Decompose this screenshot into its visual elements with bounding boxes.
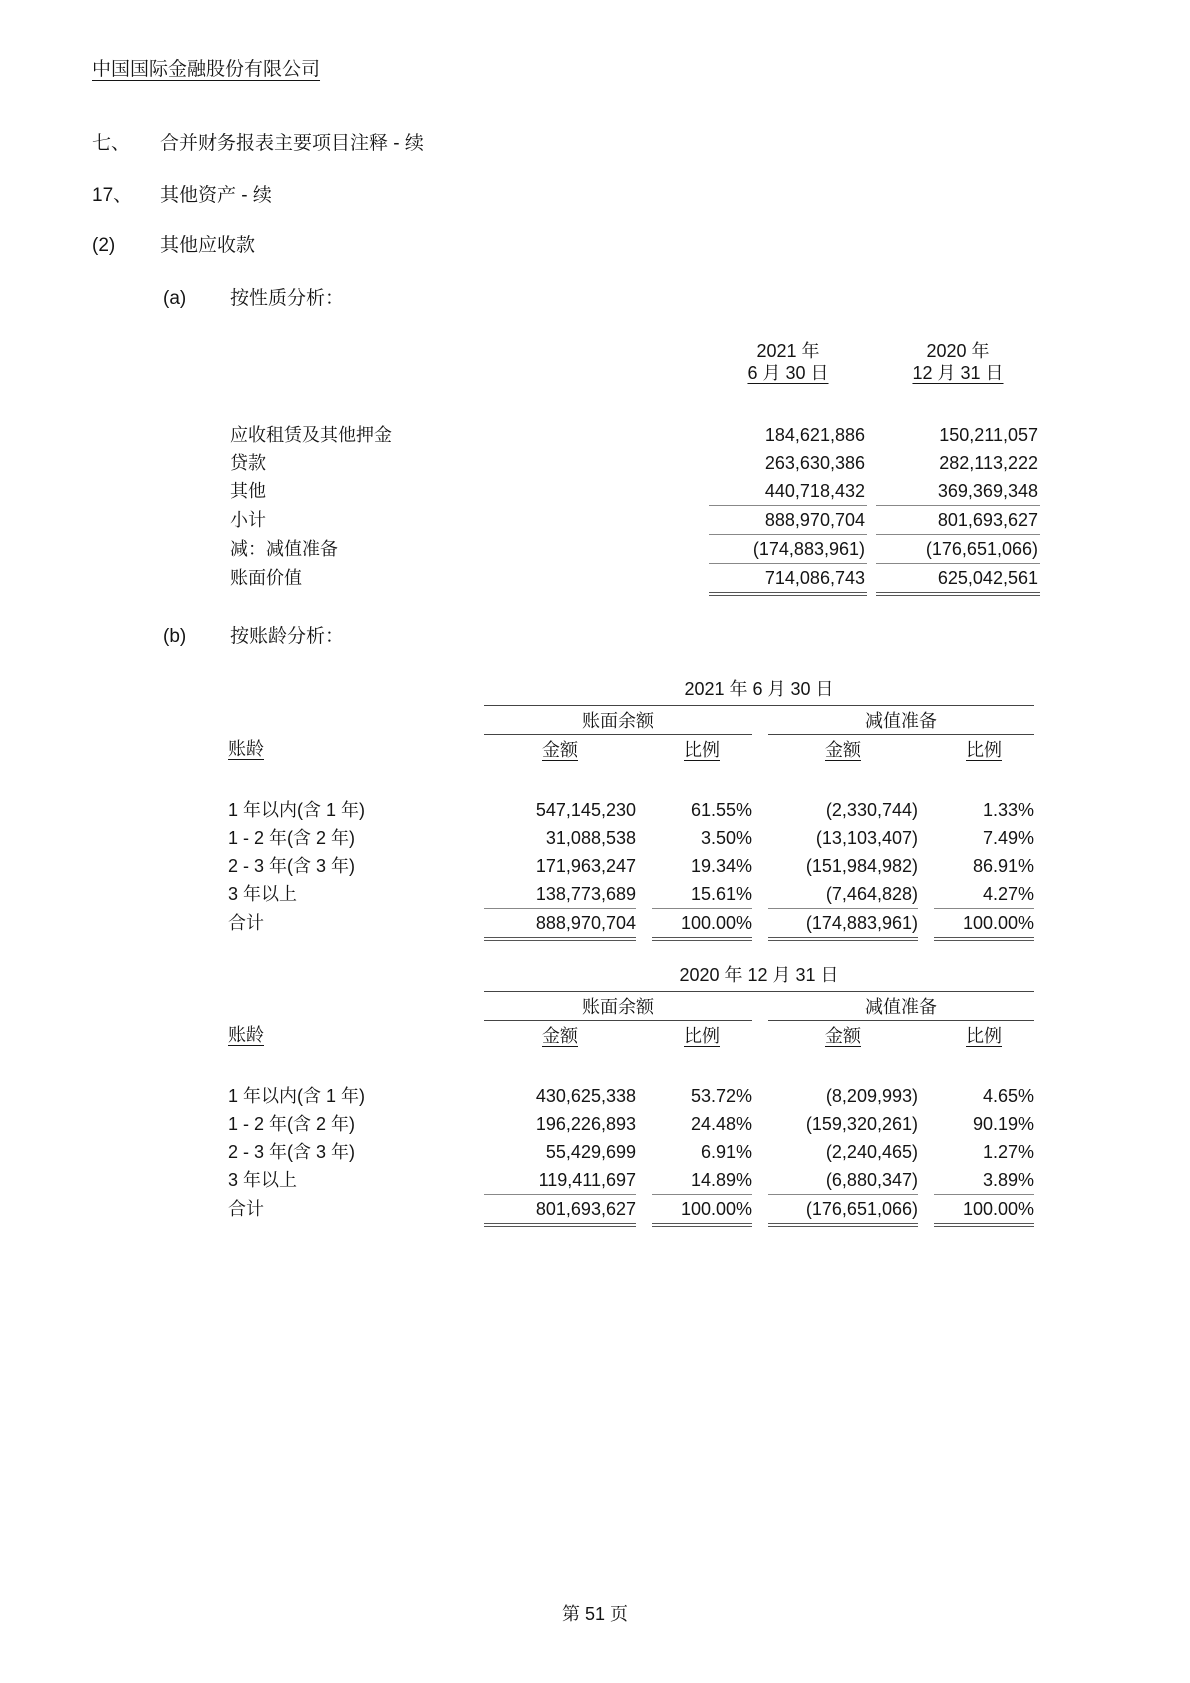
provision-ratio: 1.27% — [982, 1142, 1034, 1162]
balance-amount: 119,411,697 — [484, 1166, 636, 1195]
provision-amount-total: (174,883,961) — [768, 909, 918, 941]
aging-2021-group-provision: 减值准备 — [768, 706, 1034, 735]
aging-2020-corner — [228, 961, 468, 992]
balance-amount: 138,773,689 — [484, 880, 636, 909]
cell-2021: 440,718,432 — [709, 477, 867, 506]
part-a-heading — [163, 287, 1190, 311]
cell-2020: 150,211,057 — [939, 425, 1038, 445]
provision-ratio: 86.91% — [972, 856, 1034, 876]
age-label: 1 - 2 年(含 2 年) — [228, 1114, 356, 1134]
age-label: 3 年以上 — [228, 884, 298, 904]
cell-2020-provision: (176,651,066) — [876, 535, 1040, 564]
cell-2021-carrying-value: 714,086,743 — [709, 564, 867, 596]
part-b-title: 按账龄分析： — [230, 626, 345, 647]
row-label-provision: 减：减值准备 — [230, 539, 338, 559]
item-title: 其他资产 - 续 — [160, 185, 272, 206]
row-label: 贷款 — [230, 453, 266, 473]
part-a-title: 按性质分析： — [230, 288, 345, 309]
sub-title: 其他应收款 — [160, 235, 256, 256]
age-label: 2 - 3 年(含 3 年) — [228, 1142, 356, 1162]
balance-ratio: 3.50% — [700, 828, 752, 848]
cell-2020: 369,369,348 — [876, 477, 1040, 506]
balance-amount: 547,145,230 — [535, 800, 636, 820]
provision-amount: (6,880,347) — [768, 1166, 918, 1195]
aging-2021-corner — [228, 706, 468, 735]
balance-amount: 196,226,893 — [535, 1114, 636, 1134]
provision-amount: (159,320,261) — [805, 1114, 918, 1134]
row-label-carrying-value: 账面价值 — [230, 568, 302, 588]
provision-ratio: 3.89% — [934, 1166, 1034, 1195]
part-b-number: (b) — [163, 626, 187, 647]
provision-amount: (151,984,982) — [805, 856, 918, 876]
balance-ratio: 61.55% — [690, 800, 752, 820]
nature-column-header-2021 — [709, 337, 867, 387]
balance-ratio: 6.91% — [700, 1142, 752, 1162]
balance-ratio: 15.61% — [652, 880, 752, 909]
balance-amount: 31,088,538 — [545, 828, 636, 848]
cell-2020-subtotal: 801,693,627 — [876, 506, 1040, 535]
provision-ratio: 1.33% — [982, 800, 1034, 820]
company-name: 中国国际金融股份有限公司 — [92, 59, 321, 80]
aging-2020-gap — [228, 1050, 1034, 1082]
age-label: 2 - 3 年(含 3 年) — [228, 856, 356, 876]
row-label-subtotal: 小计 — [230, 510, 266, 530]
cell-2021-subtotal: 888,970,704 — [709, 506, 867, 535]
age-label: 1 年以内(含 1 年) — [228, 1086, 366, 1106]
part-b-heading — [163, 625, 1190, 649]
aging-table-2020 — [228, 961, 1190, 1227]
nature-year-2021: 2021 年 — [756, 341, 820, 361]
provision-amount: (8,209,993) — [825, 1086, 918, 1106]
aging-2021-corner — [228, 675, 468, 706]
balance-ratio: 24.48% — [690, 1114, 752, 1134]
aging-2021-group-balance: 账面余额 — [484, 706, 752, 735]
aging-2021-gap — [228, 764, 1034, 796]
nature-header-spacer — [228, 337, 700, 387]
aging-2020-group-balance: 账面余额 — [484, 992, 752, 1021]
balance-ratio-total: 100.00% — [652, 1195, 752, 1227]
nature-date-2020: 12 月 31 日 — [912, 363, 1004, 383]
aging-2020-header-balance-amount: 金额 — [542, 1026, 578, 1046]
age-label-total: 合计 — [228, 1199, 264, 1219]
balance-ratio-total: 100.00% — [652, 909, 752, 941]
provision-amount: (7,464,828) — [768, 880, 918, 909]
nature-column-header-2020 — [876, 337, 1040, 387]
aging-2020-header-balance-ratio: 比例 — [684, 1026, 720, 1046]
cell-2021: 184,621,886 — [764, 425, 865, 445]
nature-date-2021: 6 月 30 日 — [747, 363, 829, 383]
nature-year-2020: 2020 年 — [926, 341, 990, 361]
page-number: 第 51 页 — [561, 1604, 629, 1624]
aging-2021-header-provision-ratio: 比例 — [966, 740, 1002, 760]
provision-amount: (2,240,465) — [825, 1142, 918, 1162]
aging-2020-title: 2020 年 12 月 31 日 — [484, 961, 1034, 992]
provision-ratio-total: 100.00% — [934, 1195, 1034, 1227]
balance-amount-total: 888,970,704 — [484, 909, 636, 941]
provision-ratio: 4.65% — [982, 1086, 1034, 1106]
aging-2021-title: 2021 年 6 月 30 日 — [484, 675, 1034, 706]
aging-2020-header-provision-amount: 金额 — [825, 1026, 861, 1046]
nature-table — [228, 337, 1190, 596]
aging-2021-header-provision-amount: 金额 — [825, 740, 861, 760]
row-label: 应收租赁及其他押金 — [230, 425, 392, 445]
aging-2020-header-provision-ratio: 比例 — [966, 1026, 1002, 1046]
balance-ratio: 19.34% — [690, 856, 752, 876]
aging-2020-header-age: 账龄 — [228, 1025, 264, 1045]
aging-2021-header-balance-ratio: 比例 — [684, 740, 720, 760]
provision-amount: (2,330,744) — [825, 800, 918, 820]
row-label: 其他 — [230, 481, 266, 501]
cell-2021: 263,630,386 — [764, 453, 865, 473]
age-label-total: 合计 — [228, 913, 264, 933]
provision-amount: (13,103,407) — [815, 828, 918, 848]
balance-amount: 55,429,699 — [545, 1142, 636, 1162]
balance-amount-total: 801,693,627 — [484, 1195, 636, 1227]
age-label: 1 - 2 年(含 2 年) — [228, 828, 356, 848]
nature-gap — [228, 387, 1040, 421]
provision-ratio-total: 100.00% — [934, 909, 1034, 941]
balance-amount: 171,963,247 — [535, 856, 636, 876]
aging-table-2021 — [228, 675, 1190, 941]
balance-ratio: 53.72% — [690, 1086, 752, 1106]
provision-amount-total: (176,651,066) — [768, 1195, 918, 1227]
sub-heading — [92, 234, 1190, 258]
cell-2021-provision: (174,883,961) — [709, 535, 867, 564]
item-number: 17、 — [92, 185, 133, 206]
provision-ratio: 90.19% — [972, 1114, 1034, 1134]
aging-2020-corner — [228, 992, 468, 1021]
balance-amount: 430,625,338 — [535, 1086, 636, 1106]
sub-number: (2) — [92, 235, 116, 256]
age-label: 1 年以内(含 1 年) — [228, 800, 366, 820]
balance-ratio: 14.89% — [652, 1166, 752, 1195]
section-number: 七、 — [92, 133, 131, 154]
cell-2020: 282,113,222 — [939, 453, 1038, 473]
aging-2021-header-balance-amount: 金额 — [542, 740, 578, 760]
part-a-number: (a) — [163, 288, 187, 309]
aging-2021-header-age: 账龄 — [228, 739, 264, 759]
cell-2020-carrying-value: 625,042,561 — [876, 564, 1040, 596]
provision-ratio: 4.27% — [934, 880, 1034, 909]
section-heading — [92, 132, 1190, 156]
item-heading — [92, 184, 1190, 208]
section-title: 合并财务报表主要项目注释 - 续 — [160, 133, 424, 154]
aging-2020-group-provision: 减值准备 — [768, 992, 1034, 1021]
provision-ratio: 7.49% — [982, 828, 1034, 848]
age-label: 3 年以上 — [228, 1170, 298, 1190]
